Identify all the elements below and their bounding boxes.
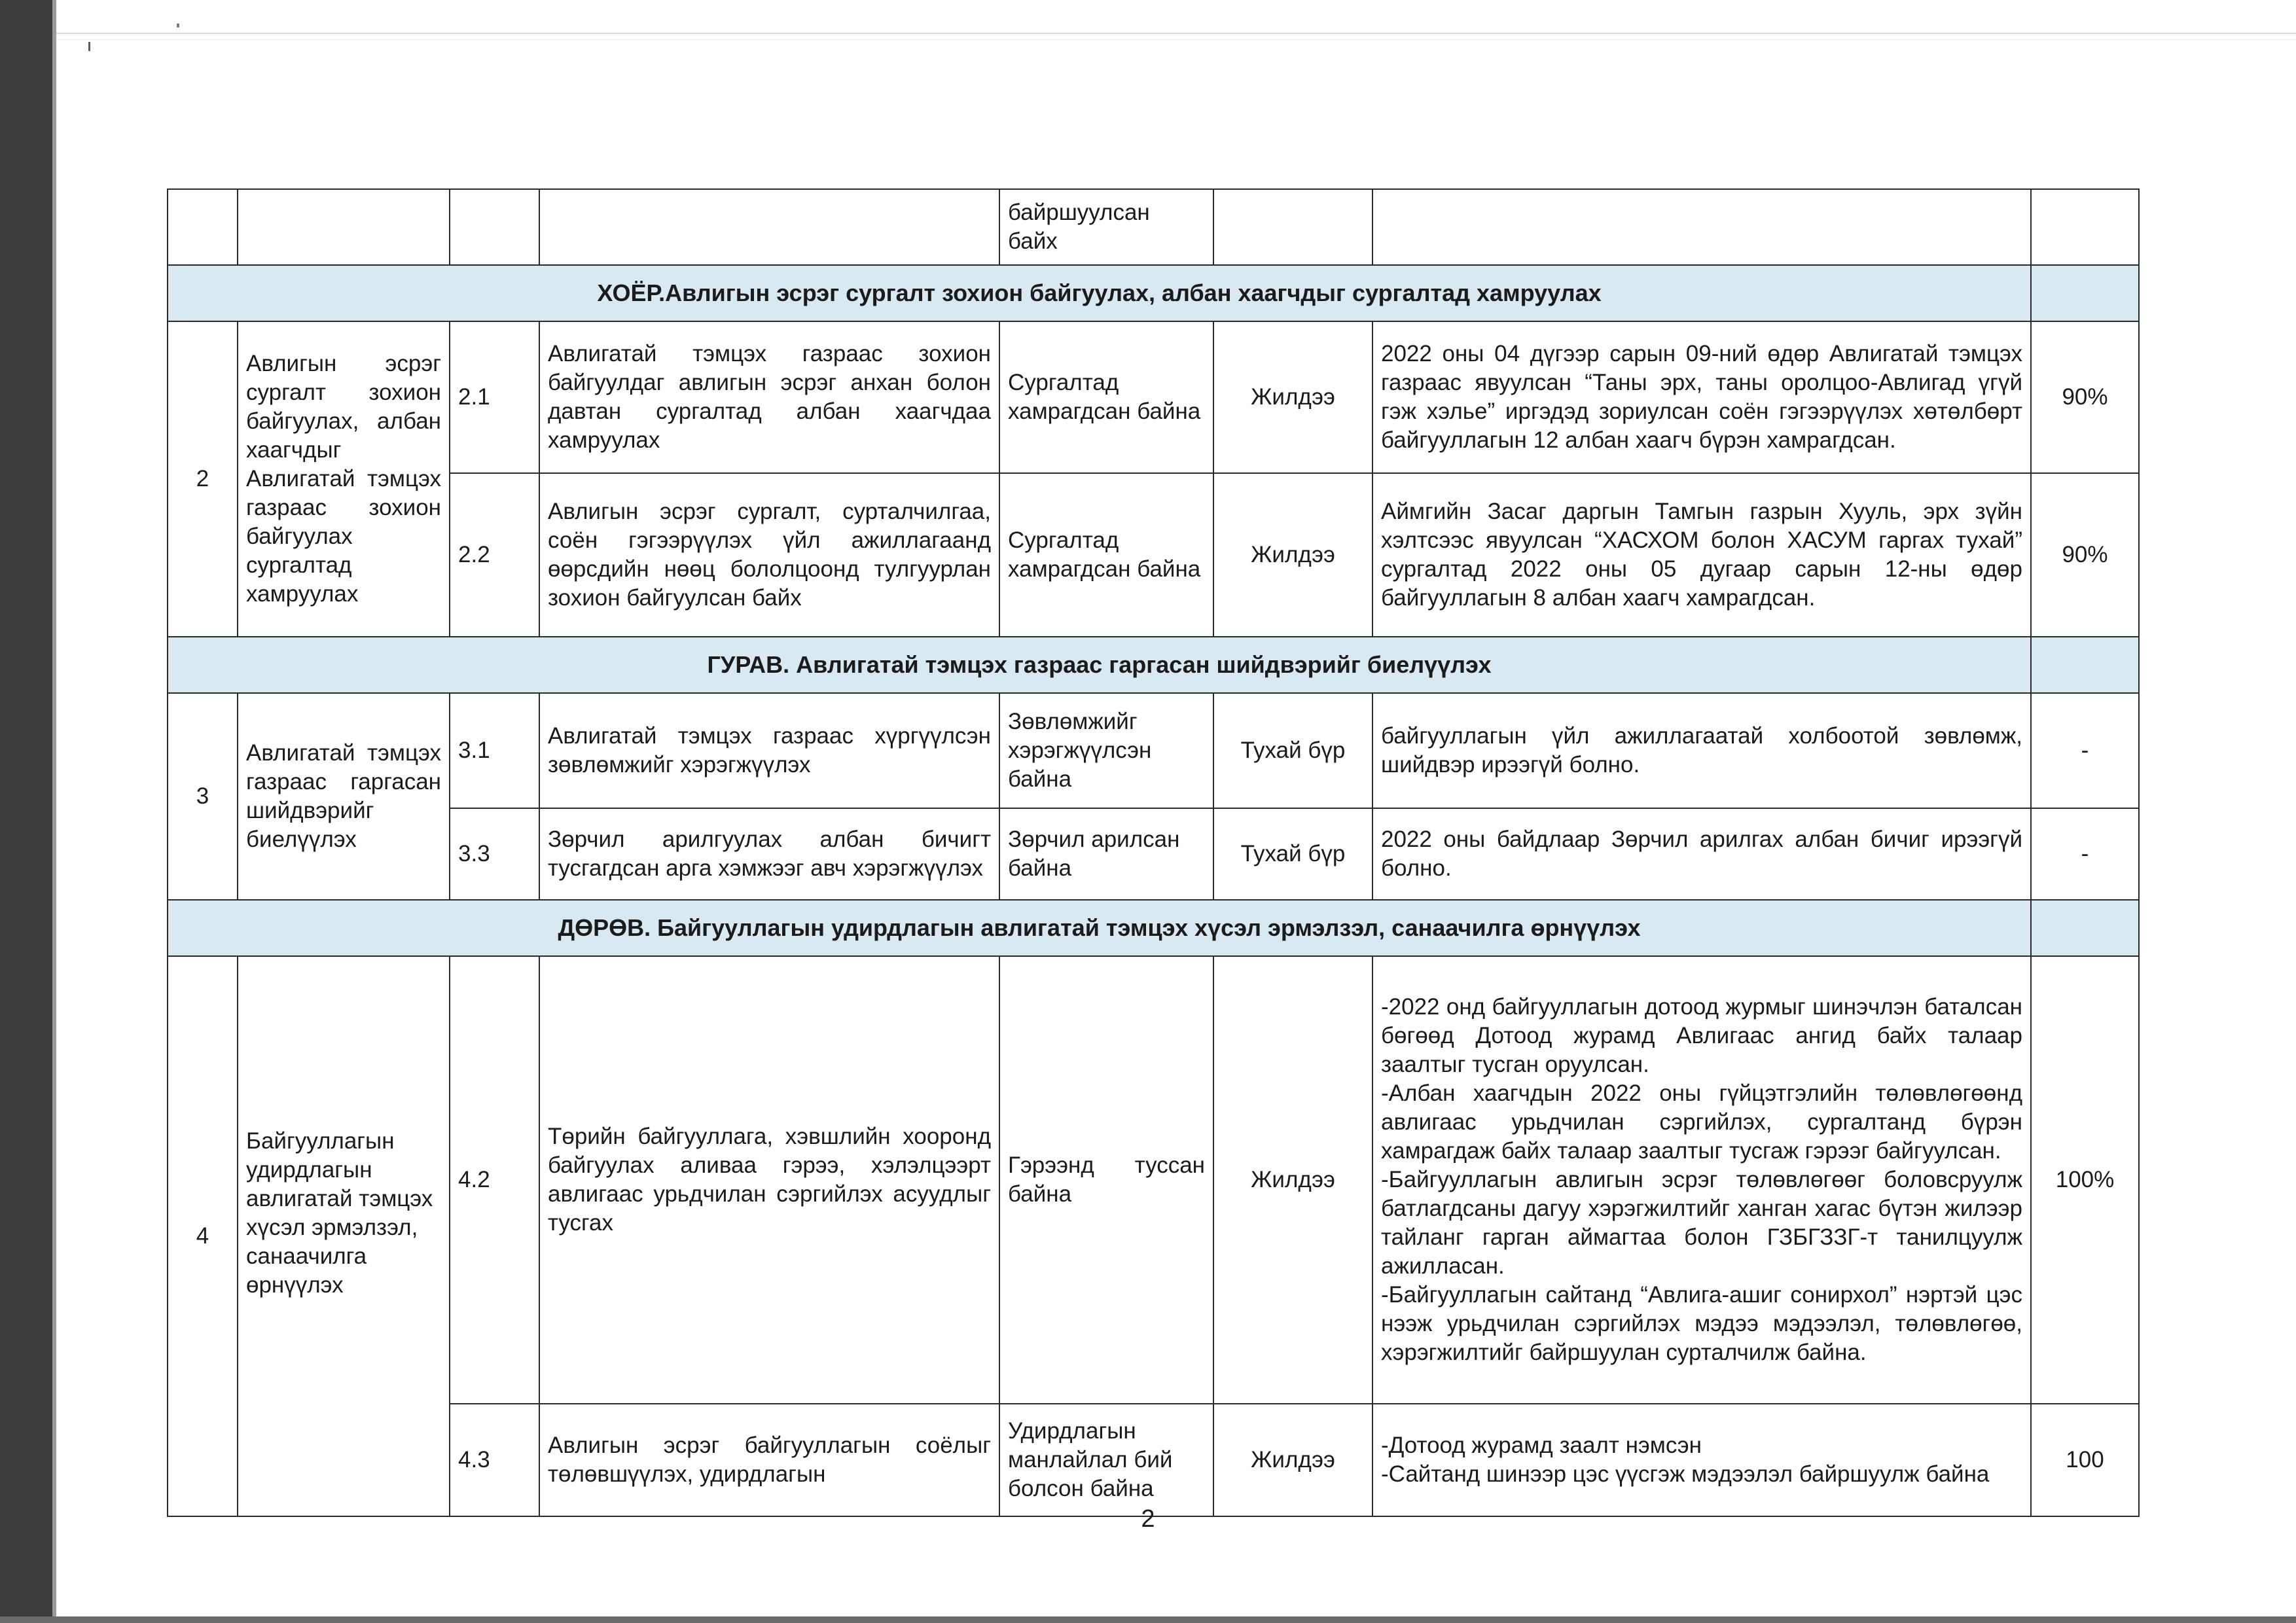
task-id-cell [450, 189, 539, 265]
section-heading-row [168, 265, 2139, 321]
task-cell: Авлигын эсрэг байгууллагын соёлыг төлөвшүүлэх, удирдлагын [539, 1404, 999, 1516]
scan-top-line [56, 33, 2296, 34]
goal-text: Байгууллагын удирдлагын авлигатай тэмцэх хүсэл эрмэлзэл, санаачилга өрнүүлэх [246, 1128, 433, 1298]
period-cell: Жилдээ [1213, 473, 1372, 637]
task-cell: Авлигын эсрэг сургалт, сурталчилгаа, соён гэгээрүүлэх үйл ажиллагаанд өөрсдийн нөөц бололцоонд тулгуурлан зохион байгуулсан байх [539, 473, 999, 637]
task-cell: Зөрчил арилгуулах албан бичигт тусгагдсан арга хэмжээг авч хэрэгжүүлэх [539, 808, 999, 900]
result-cell: 2022 оны байдлаар Зөрчил арилгах албан бичиг ирээгүй болно. [1372, 808, 2031, 900]
goal-no-cell: 4 [168, 956, 238, 1516]
section-heading-empty [2031, 637, 2139, 693]
score-cell: - [2031, 808, 2139, 900]
result-cell [1372, 956, 2031, 1404]
period-cell [1213, 189, 1372, 265]
task-id-cell: 4.3 [450, 1404, 539, 1516]
score-cell: 90% [2031, 321, 2139, 473]
table-row [168, 1404, 2139, 1516]
scan-border-left [0, 0, 52, 1623]
goal-cell: Авлигатай тэмцэх газраас гаргасан шийдвэрийг биелүүлэх [238, 693, 450, 900]
scan-speck [88, 42, 90, 51]
section-heading-row [168, 900, 2139, 956]
table-row [168, 321, 2139, 473]
scan-top-line-faint [56, 39, 2296, 40]
result-cell: Аймгийн Засаг даргын Тамгын газрын Хууль, эрх зүйн хэлтсээс явуулсан “ХАСХОМ болон ХАСУМ гаргах тухай” сургалтад 2022 оны 05 дугаар сарын 12-ны өдөр байгууллагын 8 албан хаагч хамрагдсан. [1372, 473, 2031, 637]
table-row [168, 808, 2139, 900]
table-row [168, 956, 2139, 1404]
scan-border-bottom [0, 1616, 2296, 1623]
task-id-cell: 3.1 [450, 693, 539, 808]
task-id-cell: 4.2 [450, 956, 539, 1404]
goal-no-cell: 2 [168, 321, 238, 637]
score-cell: - [2031, 693, 2139, 808]
scan-speck [177, 24, 179, 27]
section-heading-empty [2031, 265, 2139, 321]
period-cell: Жилдээ [1213, 1404, 1372, 1516]
indicator-cell: Зөрчил арилсан байна [999, 808, 1213, 900]
result-line: -Байгууллагын сайтанд “Авлига-ашиг сонирхол” нэртэй цэс нээж урьдчилан сэргийлэх мэдээ мэдээлэл, төлөвлөгөө, хэрэгжилтийг байршуулан сурталчилж байна. [1381, 1282, 2022, 1365]
score-cell: 100% [2031, 956, 2139, 1404]
score-cell: 100 [2031, 1404, 2139, 1516]
score-cell: 90% [2031, 473, 2139, 637]
section-heading-row [168, 637, 2139, 693]
indicator-cell: Удирдлагын манлайлал бий болсон байна [999, 1404, 1213, 1516]
result-line: -Дотоод журамд заалт нэмсэн [1381, 1433, 1702, 1458]
goal-cell [238, 189, 450, 265]
task-id-cell: 2.2 [450, 473, 539, 637]
result-cell: байгууллагын үйл ажиллагаатай холбоотой зөвлөмж, шийдвэр ирээгүй болно. [1372, 693, 2031, 808]
period-cell: Жилдээ [1213, 321, 1372, 473]
table-row [168, 473, 2139, 637]
result-cell [1372, 189, 2031, 265]
task-id-cell: 2.1 [450, 321, 539, 473]
task-cell: Авлигатай тэмцэх газраас хүргүүлсэн зөвлөмжийг хэрэгжүүлэх [539, 693, 999, 808]
indicator-cell: байршуулсан байх [999, 189, 1213, 265]
section-heading: ДӨРӨВ. Байгууллагын удирдлагын авлигатай тэмцэх хүсэл эрмэлзэл, санаачилга өрнүүлэх [168, 900, 2031, 956]
indicator-cell: Сургалтад хамрагдсан байна [999, 473, 1213, 637]
task-id-cell: 3.3 [450, 808, 539, 900]
result-cell: 2022 оны 04 дүгээр сарын 09-ний өдөр Авлигатай тэмцэх газраас явуулсан “Таны эрх, таны оролцоо-Авлигад үгүй гэж хэлье” иргэдэд зориулсан соён гэгээрүүлэх хөтөлбөрт байгууллагын 12 албан хаагч бүрэн хамрагдсан. [1372, 321, 2031, 473]
result-line: -Сайтанд шинээр цэс үүсгэж мэдээлэл байршуулж байна [1381, 1461, 1990, 1487]
task-cell: Авлигатай тэмцэх газраас зохион байгуулдаг авлигын эсрэг анхан болон давтан сургалтад албан хаагчдаа хамруулах [539, 321, 999, 473]
page-number: 2 [1141, 1505, 1155, 1533]
task-cell [539, 189, 999, 265]
table-row [168, 693, 2139, 808]
result-line: -Байгууллагын авлигын эсрэг төлөвлөгөөг боловсруулж батлагдсаны дагуу хэрэгжилтийг ханган хагас бүтэн жилээр тайланг гарган аймагтаа болон ГЗБГЗЗГ-т танилцуулж ажилласан. [1381, 1167, 2022, 1279]
goal-no-cell [168, 189, 238, 265]
result-line: -Албан хаагчдын 2022 оны гүйцэтгэлийн төлөвлөгөөнд авлигаас урьдчилан сэргийлэх, сургалтанд бүрэн хамрагдаж байх талаар заалтыг тусгаж гэрээг байгуулсан. [1381, 1080, 2022, 1164]
indicator-cell: Гэрээнд туссан байна [999, 956, 1213, 1404]
goal-no-cell: 3 [168, 693, 238, 900]
goal-cell: Авлигын эсрэг сургалт зохион байгуулах, албан хаагчдыг Авлигатай тэмцэх газраас зохион байгуулах сургалтад хамруулах [238, 321, 450, 637]
indicator-cell: Сургалтад хамрагдсан байна [999, 321, 1213, 473]
section-heading-empty [2031, 900, 2139, 956]
task-cell: Төрийн байгууллага, хэвшлийн хооронд байгуулах аливаа гэрээ, хэлэлцээрт авлигаас урьдчилан сэргийлэх асуудлыг тусгах [539, 956, 999, 1404]
indicator-cell: Зөвлөмжийг хэрэгжүүлсэн байна [999, 693, 1213, 808]
score-cell [2031, 189, 2139, 265]
result-line: -2022 онд байгууллагын дотоод журмыг шинэчлэн баталсан бөгөөд Дотоод журамд Авлигаас ангид байх талаар заалтыг тусган оруулсан. [1381, 994, 2022, 1077]
period-cell: Тухай бүр [1213, 808, 1372, 900]
scan-border-edge [52, 0, 56, 1623]
period-cell: Жилдээ [1213, 956, 1372, 1404]
anti-corruption-plan-table [167, 188, 2140, 1517]
section-heading: ГУРАВ. Авлигатай тэмцэх газраас гаргасан шийдвэрийг биелүүлэх [168, 637, 2031, 693]
result-cell [1372, 1404, 2031, 1516]
goal-cell [238, 956, 450, 1516]
section-heading: ХОЁР.Авлигын эсрэг сургалт зохион байгуулах, албан хаагчдыг сургалтад хамруулах [168, 265, 2031, 321]
table-row-continued [168, 189, 2139, 265]
period-cell: Тухай бүр [1213, 693, 1372, 808]
